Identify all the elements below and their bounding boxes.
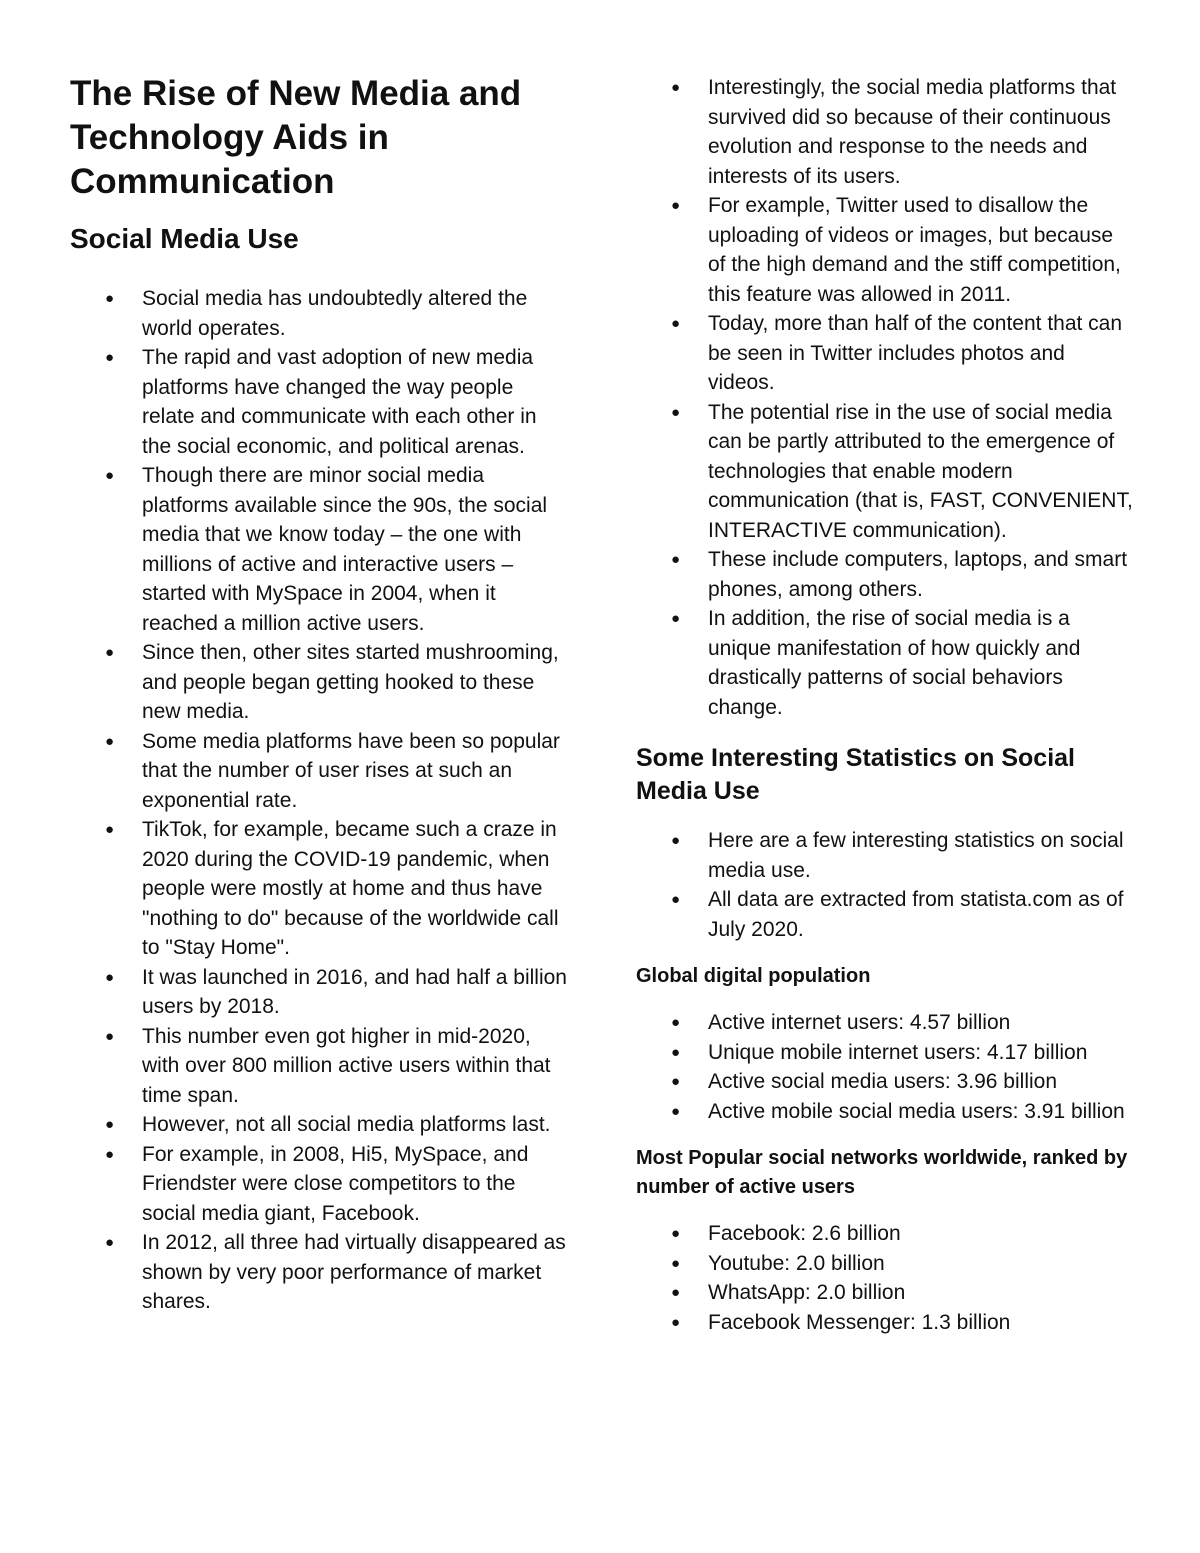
bullet-icon: ● [105, 968, 115, 986]
list-item [671, 826, 1136, 885]
bullet-icon: ● [671, 1043, 681, 1061]
bullet-icon: ● [105, 1145, 115, 1163]
bullet-icon: ● [105, 1027, 115, 1045]
list-item [671, 1278, 1136, 1308]
list-item-text: The rapid and vast adoption of new media platforms have changed the way people relate and communicate with each other in the social economic, and political arenas. [142, 346, 537, 458]
list-item [671, 1249, 1136, 1279]
list-item [671, 1097, 1136, 1127]
list-item [105, 1022, 570, 1111]
left-column [70, 0, 570, 1317]
list-item [671, 191, 1136, 309]
list-item [105, 963, 570, 1022]
list-item-text: It was launched in 2016, and had half a billion users by 2018. [142, 965, 567, 1018]
bullet-icon: ● [671, 1284, 681, 1301]
bullet-icon: ● [671, 1102, 681, 1120]
list-item [105, 815, 570, 963]
list-item-text: TikTok, for example, became such a craze in 2020 during the COVID-19 pandemic, when people were mostly at home and thus have "nothing to do" because of the worldwide call to "Stay Home". [142, 818, 559, 959]
list-item-text: Interestingly, the social media platforms that survived did so because of their continuous evolution and response to the needs and interests of its users. [708, 76, 1117, 188]
list-item-text: These include computers, laptops, and smart phones, among others. [708, 548, 1128, 601]
list-item-text: Facebook: 2.6 billion [708, 1222, 901, 1245]
list-item [671, 604, 1136, 722]
bullet-icon: ● [105, 1234, 115, 1251]
subheading-global-digital-population: Global digital population [636, 965, 871, 987]
list-item [671, 885, 1136, 944]
list-item-text: Active social media users: 3.96 billion [708, 1070, 1058, 1093]
list-item-text: Active internet users: 4.57 billion [708, 1011, 1011, 1034]
list-item [105, 638, 570, 727]
subheading-most-popular-networks: Most Popular social networks worldwide, ranked by number of active users [636, 1147, 1128, 1198]
list-item [671, 73, 1136, 191]
bullet-icon: ● [671, 832, 681, 849]
list-item-text: Youtube: 2.0 billion [708, 1251, 885, 1275]
list-item-text: Active mobile social media users: 3.91 billion [708, 1099, 1125, 1123]
list-item-text: The potential rise in the use of social media can be partly attributed to the emergence of technologies that enable modern communication (that is, FAST, CONVENIENT, INTERACTIVE communication). [708, 400, 1133, 542]
bullet-icon: ● [671, 1225, 681, 1242]
list-item [105, 1228, 570, 1317]
bullet-icon: ● [671, 1313, 681, 1331]
list-item [105, 284, 570, 343]
list-item-text: Some media platforms have been so popular that the number of user rises at such an exponential rate. [142, 729, 560, 812]
bullet-icon: ● [671, 1254, 681, 1272]
bullet-icon: ● [105, 1116, 115, 1133]
list-item [671, 1219, 1136, 1249]
list-item [671, 1308, 1136, 1338]
list-item-text: All data are extracted from statista.com as of July 2020. [708, 888, 1124, 941]
bullet-icon: ● [671, 403, 681, 421]
bullet-icon: ● [105, 732, 115, 750]
list-item-text: Facebook Messenger: 1.3 billion [708, 1310, 1011, 1334]
bullet-icon: ● [105, 467, 115, 484]
right-column [636, 0, 1136, 1337]
list-item-text: In addition, the rise of social media is a unique manifestation of how quickly and drastically patterns of social behaviors change. [708, 607, 1081, 719]
bullet-list-global-digital-population [636, 1008, 1136, 1126]
list-item [105, 1110, 570, 1140]
list-item-text: Today, more than half of the content that can be seen in Twitter includes photos and videos. [708, 312, 1123, 394]
list-item-text: WhatsApp: 2.0 billion [708, 1281, 906, 1304]
bullet-icon: ● [671, 197, 681, 214]
list-item [105, 1140, 570, 1229]
list-item-text: Since then, other sites started mushrooming, and people began getting hooked to these new media. [142, 641, 559, 723]
list-item [105, 727, 570, 816]
bullet-icon: ● [105, 644, 115, 661]
bullet-icon: ● [671, 79, 681, 96]
bullet-icon: ● [105, 290, 115, 307]
list-item [671, 545, 1136, 604]
bullet-icon: ● [671, 1014, 681, 1031]
list-item-text: Social media has undoubtedly altered the world operates. [142, 287, 528, 340]
bullet-icon: ● [671, 315, 681, 332]
list-item-text: However, not all social media platforms last. [142, 1113, 551, 1136]
list-item [105, 343, 570, 461]
bullet-icon: ● [105, 821, 115, 838]
list-item [671, 309, 1136, 398]
list-item [671, 398, 1136, 546]
list-item-text: Here are a few interesting statistics on social media use. [708, 829, 1124, 882]
bullet-icon: ● [671, 551, 681, 568]
list-item-text: Unique mobile internet users: 4.17 billion [708, 1040, 1088, 1064]
bullet-list-most-popular-networks [636, 1219, 1136, 1337]
section-heading-statistics: Some Interesting Statistics on Social Media Use [636, 744, 1076, 805]
list-item-text: For example, Twitter used to disallow the uploading of videos or images, but because of the high demand and the stiff competition, this feature was allowed in 2011. [708, 194, 1121, 306]
bullet-icon: ● [671, 891, 681, 908]
bullet-list-statistics-intro [636, 826, 1136, 944]
bullet-list-social-media-right [636, 0, 1136, 722]
page-title: The Rise of New Media and Technology Aids in Communication [70, 74, 522, 201]
list-item-text: This number even got higher in mid-2020, with over 800 million active users within that time span. [142, 1024, 551, 1107]
bullet-icon: ● [671, 1073, 681, 1090]
list-item [671, 1067, 1136, 1097]
list-item [671, 1038, 1136, 1068]
list-item-text: Though there are minor social media platforms available since the 90s, the social media that we know today – the one with millions of active and interactive users – started with MySpace in 2004, when it reached a million active users. [142, 464, 548, 635]
list-item [671, 1008, 1136, 1038]
list-item [105, 461, 570, 638]
bullet-icon: ● [105, 349, 115, 366]
list-item-text: In 2012, all three had virtually disappeared as shown by very poor performance of market shares. [142, 1231, 566, 1313]
list-item-text: For example, in 2008, Hi5, MySpace, and Friendster were close competitors to the social media giant, Facebook. [142, 1142, 529, 1225]
bullet-icon: ● [671, 610, 681, 627]
bullet-list-social-media-left [70, 284, 570, 1317]
section-heading-social-media-use: Social Media Use [70, 223, 299, 254]
